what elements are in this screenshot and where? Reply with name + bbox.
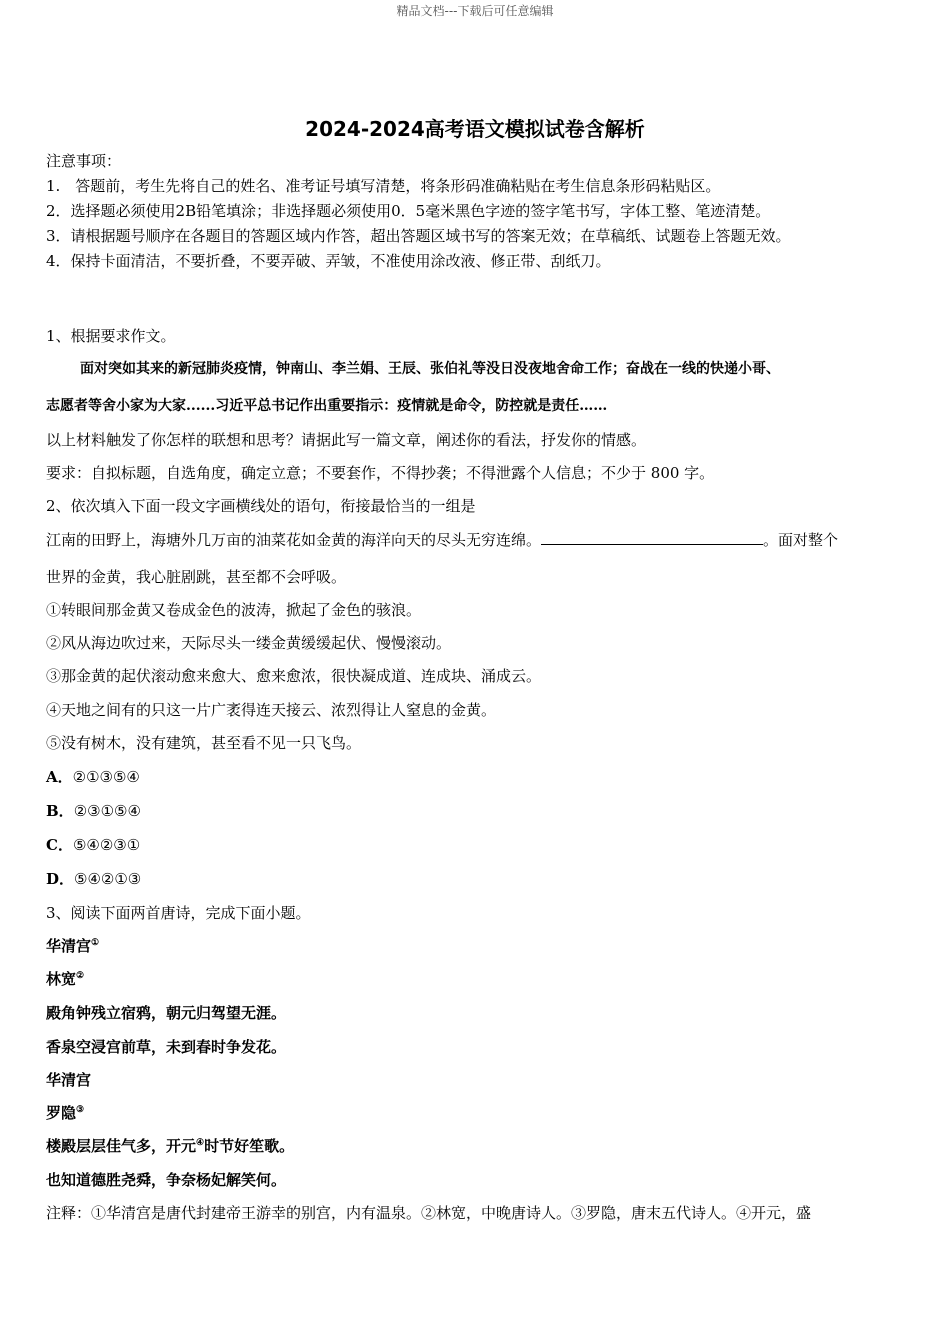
option-label: D．	[46, 870, 75, 888]
footnote-mark: ③	[76, 1105, 85, 1115]
question-2-sentence: ①转眼间那金黄又卷成金色的波涛，掀起了金色的骇浪。	[46, 601, 422, 619]
question-3-stem: 3、阅读下面两首唐诗，完成下面小题。	[46, 904, 311, 922]
poem-1-line: 殿角钟残立宿鸦，朝元归驾望无涯。	[46, 1004, 287, 1022]
poem-1-line: 香泉空浸宫前草，未到春时争发花。	[46, 1038, 287, 1056]
option-c	[46, 835, 140, 855]
option-d	[46, 869, 141, 889]
question-2-sentence: ⑤没有树木，没有建筑，甚至看不见一只飞鸟。	[46, 734, 362, 752]
fill-in-blank	[541, 530, 763, 545]
option-b	[46, 801, 141, 821]
notice-item: 3．请根据题号顺序在各题目的答题区域内作答，超出答题区域书写的答案无效；在草稿纸、试题卷上答题无效。	[46, 227, 791, 245]
question-2-sentence: ③那金黄的起伏滚动愈来愈大、愈来愈浓，很快凝成道、连成块、涌成云。	[46, 667, 542, 685]
footnote-mark: ②	[76, 971, 85, 981]
poem-1-title: 华清宫①	[46, 937, 100, 955]
poem-2-line: 也知道德胜尧舜，争奈杨妃解笑何。	[46, 1171, 287, 1189]
poem-2-line: 楼殿层层佳气多，开元④时节好笙歌。	[46, 1137, 295, 1155]
page-header-watermark: 精品文档---下载后可任意编辑	[396, 4, 554, 18]
notice-item: 2．选择题必须使用2B铅笔填涂；非选择题必须使用0．5毫米黑色字迹的签字笔书写，字体工整、笔迹清楚。	[46, 202, 771, 220]
option-text: ⑤④②①③	[74, 870, 142, 888]
option-label: A．	[46, 768, 73, 786]
option-label: C．	[46, 836, 73, 854]
notice-item: 4．保持卡面清洁，不要折叠，不要弄破、弄皱，不准使用涂改液、修正带、刮纸刀。	[46, 252, 611, 270]
option-text: ⑤④②③①	[72, 836, 141, 854]
passage-text: 。面对整个	[763, 531, 839, 549]
notice-heading: 注意事项：	[46, 152, 122, 170]
poem-2-author: 罗隐③	[46, 1104, 85, 1122]
option-text: ②③①⑤④	[73, 802, 141, 820]
question-2-passage-line	[46, 530, 838, 550]
option-a	[46, 767, 140, 787]
question-1-material-line: 志愿者等舍小家为大家......习近平总书记作出重要指示：疫情就是命令，防控就是责任……	[46, 398, 608, 414]
question-2-sentence: ④天地之间有的只这一片广袤得连天接云、浓烈得让人窒息的金黄。	[46, 701, 497, 719]
question-2-sentence: ②风从海边吹过来，天际尽头一缕金黄缓缓起伏、慢慢滚动。	[46, 634, 452, 652]
notice-item: 1. 答题前，考生先将自己的姓名、准考证号填写清楚，将条形码准确粘贴在考生信息条形码粘贴区。	[46, 177, 721, 195]
question-1-stem: 1、根据要求作文。	[46, 327, 176, 345]
option-label: B．	[46, 802, 74, 820]
page-title: 2024-2024高考语文模拟试卷含解析	[305, 117, 645, 141]
footnote-mark: ④	[196, 1138, 205, 1148]
option-text: ②①③⑤④	[72, 768, 140, 786]
question-2-stem: 2、依次填入下面一段文字画横线处的语句，衔接最恰当的一组是	[46, 497, 476, 515]
question-1-requirement: 要求：自拟标题，自选角度，确定立意；不要套作，不得抄袭；不得泄露个人信息；不少于 800 字。	[46, 464, 715, 482]
question-1-material-line: 面对突如其来的新冠肺炎疫情，钟南山、李兰娟、王辰、张伯礼等没日没夜地舍命工作；奋战在一线的快递小哥、	[80, 361, 780, 377]
question-2-passage-line: 世界的金黄，我心脏剧跳，甚至都不会呼吸。	[46, 568, 347, 586]
passage-text: 江南的田野上，海塘外几万亩的油菜花如金黄的海洋向天的尽头无穷连绵。	[46, 531, 542, 549]
question-1-prompt: 以上材料触发了你怎样的联想和思考？请据此写一篇文章，阐述你的看法，抒发你的情感。	[46, 431, 647, 449]
footnote-mark: ①	[91, 938, 100, 948]
poem-1-author: 林宽②	[46, 970, 85, 988]
poem-notes: 注释：①华清宫是唐代封建帝王游幸的别宫，内有温泉。②林宽，中晚唐诗人。③罗隐，唐末五代诗人。④开元，盛	[46, 1204, 812, 1222]
poem-2-title: 华清宫	[46, 1071, 92, 1089]
